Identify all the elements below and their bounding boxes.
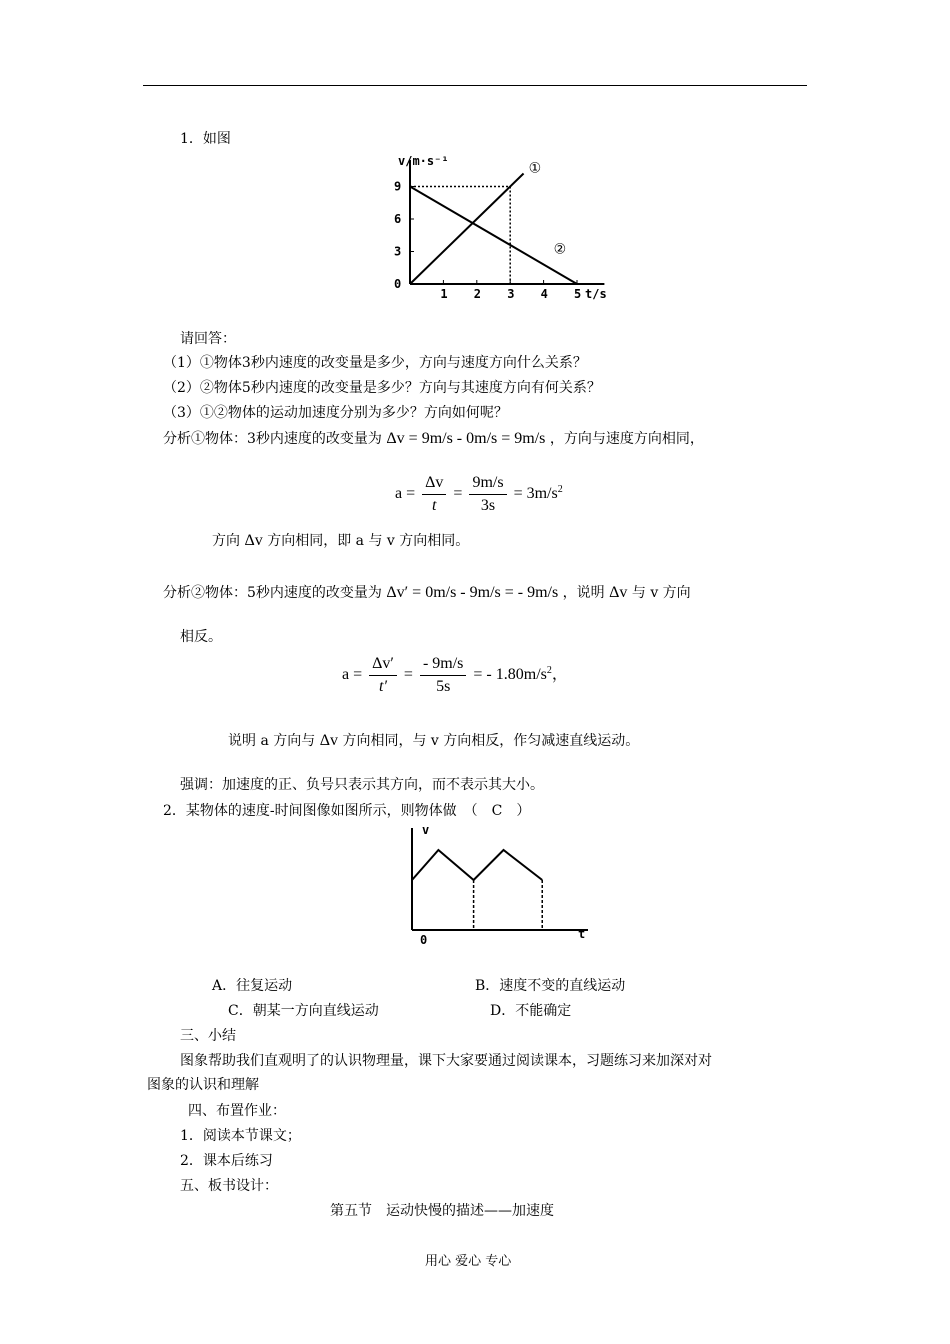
- summary-heading: 三、小结: [180, 1028, 236, 1044]
- x-tick-label: 4: [540, 287, 548, 301]
- board-heading: 五、板书设计：: [180, 1178, 278, 1194]
- formula2-frac2: [420, 655, 466, 696]
- q1-item-3: （3）①②物体的运动加速度分别为多少？方向如何呢？: [163, 405, 508, 421]
- formula2-frac2-num: - 9m/s: [420, 655, 466, 676]
- analysis2-note: [228, 730, 639, 750]
- note2-dv: Δv: [319, 732, 338, 749]
- q2-option-b: B．速度不变的直线运动: [475, 978, 626, 994]
- formula2-comma: ，: [551, 666, 568, 684]
- header-rule: [143, 85, 807, 86]
- formula1-frac2: [469, 474, 506, 515]
- q2-option-c: C．朝某一方向直线运动: [228, 1003, 379, 1019]
- chart-2-axes: [412, 823, 588, 947]
- chart-1-vt-graph: [388, 150, 618, 310]
- homework-heading: 四、布置作业：: [188, 1103, 286, 1119]
- analysis2-formula: a = $\frac{\Delta v'}{t'}$ = $\frac{- 9m/s}{5s}$ = - $1.80m/s^2$，: [342, 655, 568, 695]
- analysis2-suffix: 与 v 方向: [631, 585, 691, 601]
- x-axis-label: t: [578, 927, 586, 941]
- analysis1-equation: Δv = 9m/s - 0m/s = 9m/s: [386, 430, 546, 447]
- formula2-exp: 2: [546, 664, 552, 676]
- analysis2-prefix: 分析②物体：5秒内速度的改变量为: [163, 585, 382, 601]
- formula2-frac1-den: t′: [379, 678, 387, 695]
- emphasis: 强调：加速度的正、负号只表示其方向，而不表示其大小。: [180, 777, 544, 793]
- analysis1-note: [212, 530, 469, 550]
- formula2-frac1-num: Δv′: [369, 655, 397, 676]
- homework-item-1: 1．阅读本节课文；: [180, 1128, 301, 1144]
- formula1-frac1: [422, 474, 446, 515]
- x-tick-label: 5: [574, 287, 582, 301]
- note1-suffix: 方向相同，即 a 与 v 方向相同。: [267, 533, 470, 549]
- formula1-lhs: a =: [395, 485, 416, 503]
- q1-prompt: 请回答：: [180, 331, 236, 347]
- origin-label: 0: [420, 933, 428, 947]
- series-annotation-2: ②: [553, 241, 567, 258]
- homework-item-2: 2．课本后练习: [180, 1153, 273, 1169]
- analysis1-formula: a = $\frac{\Delta v}{t}$ = $\frac{9m/s}{3s}$ = $3m/s^2$: [395, 474, 563, 514]
- q2-option-a: A．往复运动: [212, 978, 293, 994]
- q1-item-1: （1）①物体3秒内速度的改变量是多少，方向与速度方向什么关系？: [163, 355, 587, 371]
- analysis1-line: [163, 428, 704, 448]
- note2-prefix: 说明 a 方向与: [228, 733, 316, 749]
- q1-title: 1．如图: [180, 131, 231, 147]
- page-footer: 用心 爱心 专心: [425, 1254, 512, 1269]
- analysis2-line: [163, 582, 691, 602]
- y-axis-label: v: [422, 823, 430, 837]
- chart-2-vt-graph: [400, 822, 600, 952]
- board-title: 第五节 运动快慢的描述——加速度: [330, 1203, 554, 1219]
- note1-dv: Δv: [244, 532, 263, 549]
- x-tick-label: 2: [473, 287, 482, 301]
- note2-suffix: 方向相同，与 v 方向相反，作匀减速直线运动。: [342, 733, 640, 749]
- x-axis-label: t/s: [585, 287, 607, 301]
- summary-line-2: 图象的认识和理解: [147, 1077, 259, 1093]
- formula2-frac1: [369, 655, 397, 696]
- q2-option-d: D．不能确定: [490, 1003, 572, 1019]
- series-annotation-1: ①: [528, 160, 542, 177]
- x-tick-label: 3: [507, 287, 515, 301]
- y-tick-label: 3: [394, 244, 402, 259]
- formula2-frac2-den: 5s: [436, 678, 451, 695]
- formula1-frac1-den: t: [432, 497, 437, 514]
- formula1-frac2-num: 9m/s: [469, 474, 506, 495]
- q1-item-2: （2）②物体5秒内速度的改变量是多少？方向与其速度方向有何关系？: [163, 380, 601, 396]
- y-tick-label: 0: [394, 277, 402, 291]
- formula1-rhs: = 3m/s: [513, 485, 558, 503]
- analysis1-suffix: ，方向与速度方向相同，: [549, 431, 704, 447]
- analysis2-line2: 相反。: [180, 629, 222, 645]
- formula1-frac1-num: Δv: [422, 474, 446, 495]
- y-tick-label: 6: [394, 212, 402, 226]
- series-line-1: [410, 174, 524, 285]
- note1-prefix: 方向: [212, 533, 240, 549]
- analysis2-equation: Δv′ = 0m/s - 9m/s = - 9m/s: [386, 584, 559, 601]
- formula2-rhs: = - 1.80m/s: [473, 666, 547, 684]
- formula2-lhs: a =: [342, 666, 363, 684]
- analysis2-dv: Δv: [609, 584, 628, 601]
- series-line-v: [412, 850, 542, 880]
- analysis1-prefix: 分析①物体：3秒内速度的改变量为: [163, 431, 382, 447]
- analysis2-mid: ，说明: [562, 585, 605, 601]
- y-axis-label: v/m·s⁻¹: [398, 154, 449, 168]
- chart-1-axes: [394, 154, 607, 301]
- y-tick-label: 9: [394, 179, 402, 194]
- formula1-exp: 2: [557, 483, 563, 495]
- x-tick-label: 1: [440, 287, 448, 301]
- q2-title: 2．某物体的速度-时间图像如图所示，则物体做 （ C ）: [163, 803, 531, 819]
- summary-line-1: 图象帮助我们直观明了的认识物理量，课下大家要通过阅读课本，习题练习来加深对对: [180, 1053, 712, 1069]
- formula1-frac2-den: 3s: [480, 497, 496, 514]
- series-line-2: [410, 187, 577, 285]
